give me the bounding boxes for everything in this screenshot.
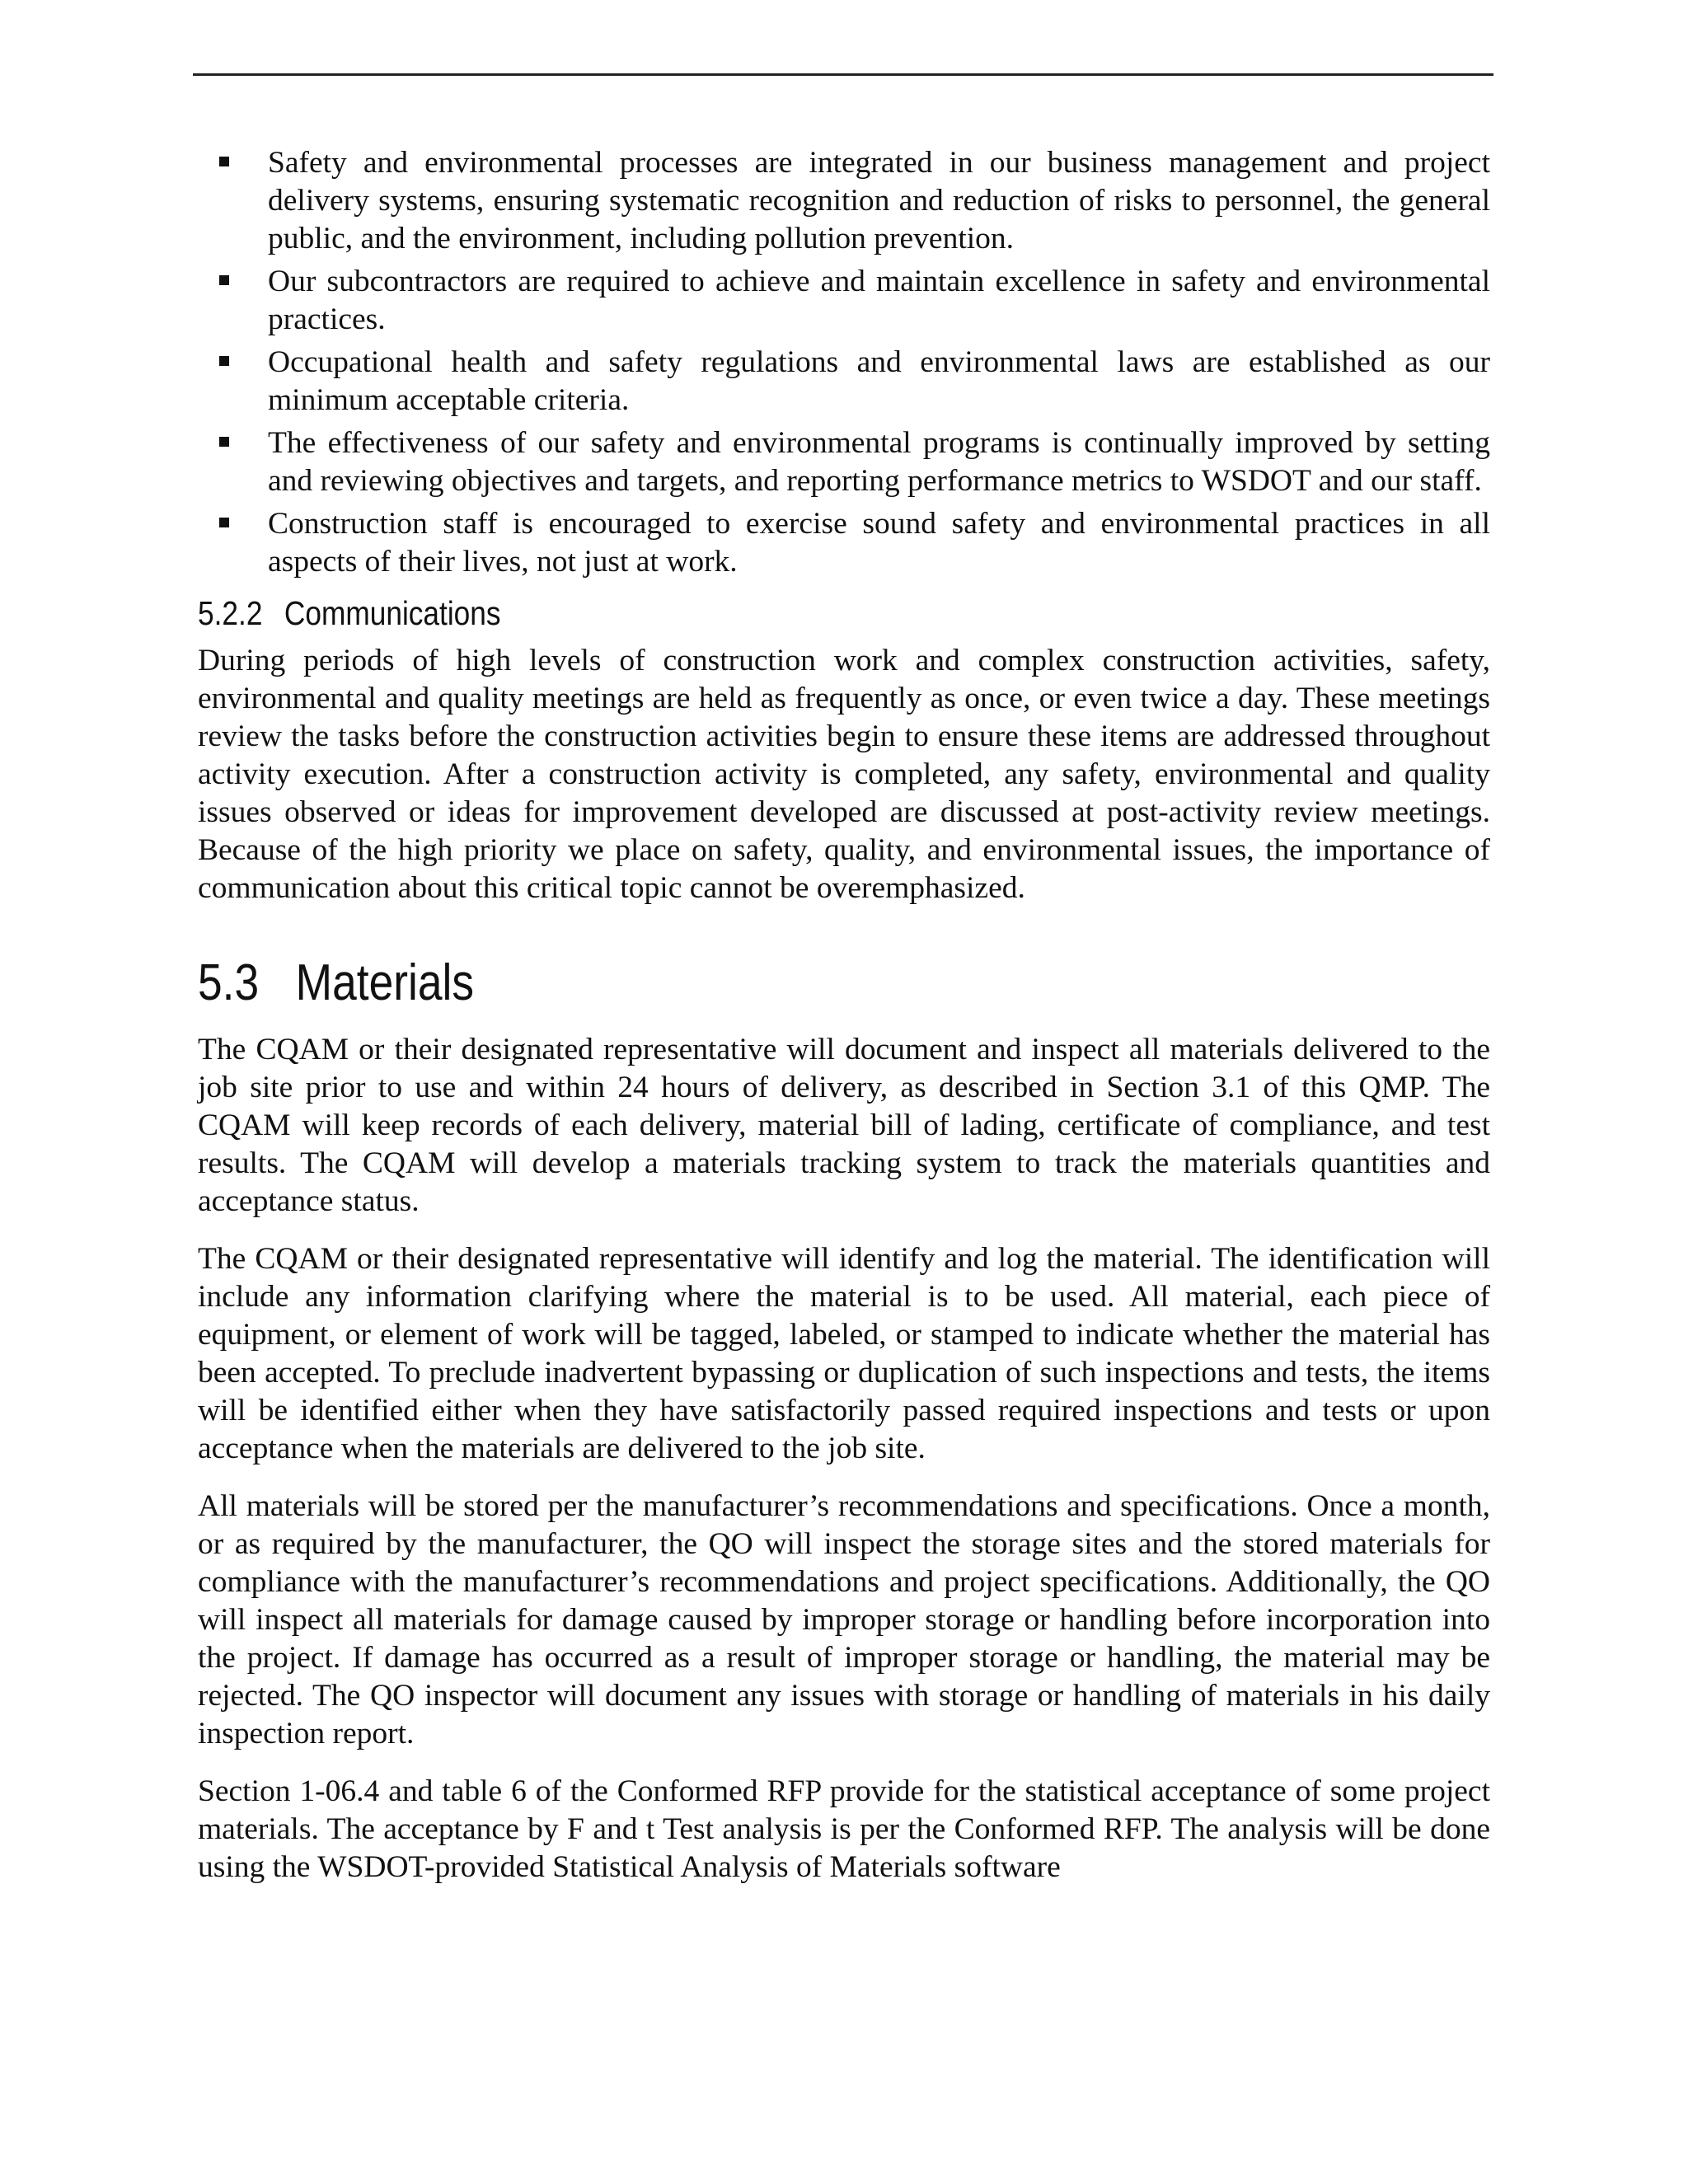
communications-paragraph: During periods of high levels of construction work and complex construction activities, safety, environmental and quality meetings are held as frequently as once, or even twice a day. These meetings review the tasks before the construction activities begin to ensure these items are addressed throughout activity execution. After a construction activity is completed, any safety, environmental and quality issues observed or ideas for improvement developed are discussed at post-activity review meetings. Because of the high priority we place on safety, quality, and environmental issues, the importance of communication about this critical topic cannot be overemphasized. bbox=[198, 644, 1490, 905]
list-item-text: Our subcontractors are required to achieve and maintain excellence in safety and environmental practices. bbox=[268, 265, 1490, 336]
materials-paragraph: The CQAM or their designated representative will identify and log the material. The identification will include any information clarifying where the material is to be used. All material, each piece of equipment, or element of work will be tagged, labeled, or stamped to indicate whether the material has been accepted. To preclude inadvertent bypassing or duplication of such inspections and tests, the items will be identified either when they have satisfactorily passed required inspections and tests or upon acceptance when the materials are delivered to the job site. bbox=[198, 1242, 1490, 1465]
list-item bbox=[198, 424, 1490, 500]
materials-paragraph: The CQAM or their designated representative will document and inspect all materials delivered to the job site prior to use and within 24 hours of delivery, as described in Section 3.1 of this QMP. The CQAM will keep records of each delivery, material bill of lading, certificate of compliance, and test results. The CQAM will develop a materials tracking system to track the materials quantities and acceptance status. bbox=[198, 1033, 1490, 1218]
square-bullet-icon bbox=[219, 275, 229, 285]
document-body bbox=[198, 144, 1490, 1886]
list-item-text: Occupational health and safety regulations and environmental laws are established as our minimum acceptable criteria. bbox=[268, 345, 1490, 417]
section-number: 5.2.2 bbox=[198, 594, 263, 632]
materials-paragraph: All materials will be stored per the manufacturer’s recommendations and specifications. Once a month, or as required by the manufacturer, the QO will inspect the storage sites and the stored materials for compliance with the manufacturer’s recommendations and project specifications. Additionally, the QO will inspect all materials for damage caused by improper storage or handling before incorporation into the project. If damage has occurred as a result of improper storage or handling, the material may be rejected. The QO inspector will document any issues with storage or handling of materials in his daily inspection report. bbox=[198, 1489, 1490, 1750]
square-bullet-icon bbox=[219, 356, 229, 366]
list-item bbox=[198, 505, 1490, 581]
list-item-text: Safety and environmental processes are integrated in our business management and project delivery systems, ensuring systematic recognition and reduction of risks to personnel, the general public, and the environment, including pollution prevention. bbox=[268, 146, 1490, 255]
section-number: 5.3 bbox=[198, 954, 260, 1011]
section-title: Communications bbox=[284, 594, 501, 632]
square-bullet-icon bbox=[219, 518, 229, 527]
header-rule bbox=[193, 73, 1493, 76]
list-item-text: Construction staff is encouraged to exercise sound safety and environmental practices in all aspects of their lives, not just at work. bbox=[268, 507, 1490, 579]
policy-bullet-list bbox=[198, 144, 1490, 581]
list-item-text: The effectiveness of our safety and environmental programs is continually improved by setting and reviewing objectives and targets, and reporting performance metrics to WSDOT and our staff. bbox=[268, 426, 1490, 498]
section-heading-materials bbox=[198, 954, 1309, 1013]
section-title: Materials bbox=[295, 954, 474, 1011]
square-bullet-icon bbox=[219, 437, 229, 447]
square-bullet-icon bbox=[219, 157, 229, 166]
list-item bbox=[198, 344, 1490, 419]
materials-paragraph: Section 1-06.4 and table 6 of the Conformed RFP provide for the statistical acceptance of some project materials. The acceptance by F and t Test analysis is per the Conformed RFP. The analysis will be done using the WSDOT-provided Statistical Analysis of Materials software bbox=[198, 1774, 1490, 1884]
list-item bbox=[198, 144, 1490, 258]
section-heading-communications bbox=[198, 593, 1309, 634]
list-item bbox=[198, 263, 1490, 339]
